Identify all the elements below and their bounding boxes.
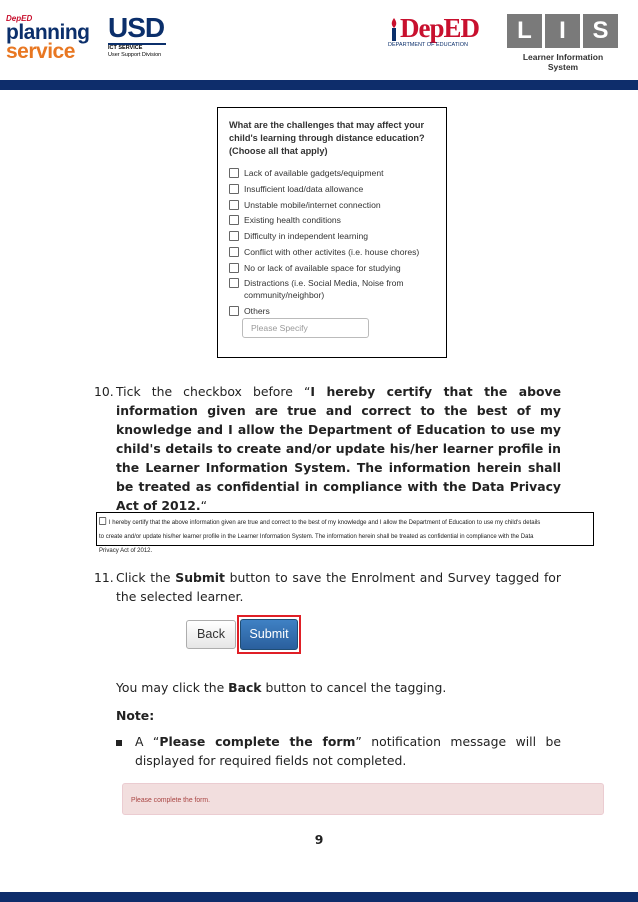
lis-letter-l: L bbox=[507, 14, 542, 48]
option-label: Difficulty in independent learning bbox=[244, 231, 369, 241]
page-number: 9 bbox=[314, 832, 324, 847]
checkbox[interactable] bbox=[229, 263, 239, 273]
option-space[interactable] bbox=[229, 262, 434, 274]
deped-logo bbox=[388, 14, 484, 62]
usd-sub2: User Support Division bbox=[108, 52, 162, 58]
checkbox[interactable] bbox=[229, 306, 239, 316]
option-label: Distractions (i.e. Social Media, Noise from community/neighbor) bbox=[244, 278, 404, 300]
option-label: Lack of available gadgets/equipment bbox=[244, 168, 384, 178]
step-11-text bbox=[116, 568, 561, 606]
bullet-1-bold: Please complete the form bbox=[159, 734, 356, 749]
planning-deped-mark: DepED bbox=[6, 14, 33, 23]
torch-icon bbox=[388, 16, 400, 42]
step-11-suffix: button to save the Enrolment and Survey tagged for the selected learner. bbox=[116, 570, 561, 604]
note-label: Note: bbox=[116, 708, 155, 723]
form-error-alert bbox=[122, 783, 604, 815]
back-note bbox=[116, 678, 446, 697]
footer-band bbox=[0, 892, 638, 902]
checkbox[interactable] bbox=[229, 231, 239, 241]
step-10-number: 10. bbox=[94, 384, 114, 399]
back-button[interactable]: Back bbox=[186, 620, 236, 649]
step-11-bold: Submit bbox=[175, 570, 225, 585]
option-label: Unstable mobile/internet connection bbox=[244, 200, 381, 210]
option-distractions[interactable] bbox=[229, 277, 419, 301]
option-conflict[interactable] bbox=[229, 246, 434, 258]
certify-checkbox-row[interactable] bbox=[96, 512, 594, 554]
checkbox[interactable] bbox=[229, 247, 239, 257]
lis-letters bbox=[507, 14, 619, 48]
option-label: Insufficient load/data allowance bbox=[244, 184, 364, 194]
step-10-bold: I hereby certify that the above information given are true and correct to the best of my knowledge and I allow the Department of Education to use my child's details to create and/or update his/her learner profile in the Learner Information System. The information herein shall be treated as confidential in compliance with the Data Privacy Act of 2012. bbox=[116, 384, 561, 513]
step-11-number: 11. bbox=[94, 570, 114, 585]
certify-checkbox[interactable] bbox=[99, 517, 106, 525]
survey-question: What are the challenges that may affect your child's learning through distance education? (Choose all that apply) bbox=[229, 120, 425, 156]
option-label: Conflict with other activites (i.e. house chores) bbox=[244, 247, 420, 257]
back-note-bold: Back bbox=[228, 680, 262, 695]
specify-input[interactable]: Please Specify bbox=[242, 318, 369, 338]
back-note-suffix: button to cancel the tagging. bbox=[261, 680, 447, 695]
option-label: No or lack of available space for studying bbox=[244, 263, 401, 273]
usd-sub1: ICT SERVICE bbox=[108, 45, 143, 51]
checkbox[interactable] bbox=[229, 278, 239, 288]
checkbox[interactable] bbox=[229, 200, 239, 210]
deped-wordmark: DepED bbox=[400, 13, 480, 43]
submit-button[interactable]: Submit bbox=[240, 619, 298, 650]
header-band bbox=[0, 80, 638, 90]
option-label: Others bbox=[244, 306, 270, 316]
certify-text: I hereby certify that the above information given are true and correct to the best of my knowledge and I allow the Department of Education to use my child's details to create and/or update his/her learner profile in the Learner Information System. The information herein shall be treated as confidential in compliance with the Data Privacy Act of 2012. bbox=[99, 519, 541, 554]
survey-panel bbox=[217, 107, 447, 358]
alert-message: Please complete the form. bbox=[131, 795, 210, 804]
step-10-text bbox=[116, 382, 561, 515]
step-10-suffix: “ bbox=[200, 498, 208, 513]
usd-logo bbox=[108, 14, 174, 60]
option-health[interactable] bbox=[229, 214, 434, 226]
lis-caption: Learner Information System bbox=[522, 52, 604, 72]
option-others[interactable] bbox=[229, 305, 434, 317]
lis-letter-i: I bbox=[545, 14, 580, 48]
planning-word: planning bbox=[6, 21, 90, 44]
option-label: Existing health conditions bbox=[244, 215, 341, 225]
lis-logo bbox=[507, 14, 619, 72]
step-11-prefix: Click the bbox=[116, 570, 176, 585]
checkbox[interactable] bbox=[229, 168, 239, 178]
bullet-1-text bbox=[135, 732, 561, 770]
bullet-1-prefix: A “ bbox=[135, 734, 160, 749]
option-independent-learning[interactable] bbox=[229, 230, 434, 242]
bullet-square-icon bbox=[116, 740, 122, 746]
lis-letter-s: S bbox=[583, 14, 618, 48]
usd-title: USD bbox=[108, 12, 165, 43]
checkbox[interactable] bbox=[229, 184, 239, 194]
checkbox[interactable] bbox=[229, 215, 239, 225]
service-word: service bbox=[6, 40, 75, 63]
deped-subtitle: DEPARTMENT OF EDUCATION bbox=[388, 42, 468, 48]
step-10-prefix: Tick the checkbox before “ bbox=[116, 384, 311, 399]
option-gadgets[interactable] bbox=[229, 167, 434, 179]
back-note-prefix: You may click the bbox=[116, 680, 229, 695]
certify-text-block bbox=[99, 516, 542, 558]
option-load[interactable] bbox=[229, 183, 434, 195]
option-connection[interactable] bbox=[229, 199, 434, 211]
planning-service-logo bbox=[6, 14, 102, 62]
bullet-1-suffix: ” notification message will be displayed for required fields not completed. bbox=[135, 734, 561, 768]
